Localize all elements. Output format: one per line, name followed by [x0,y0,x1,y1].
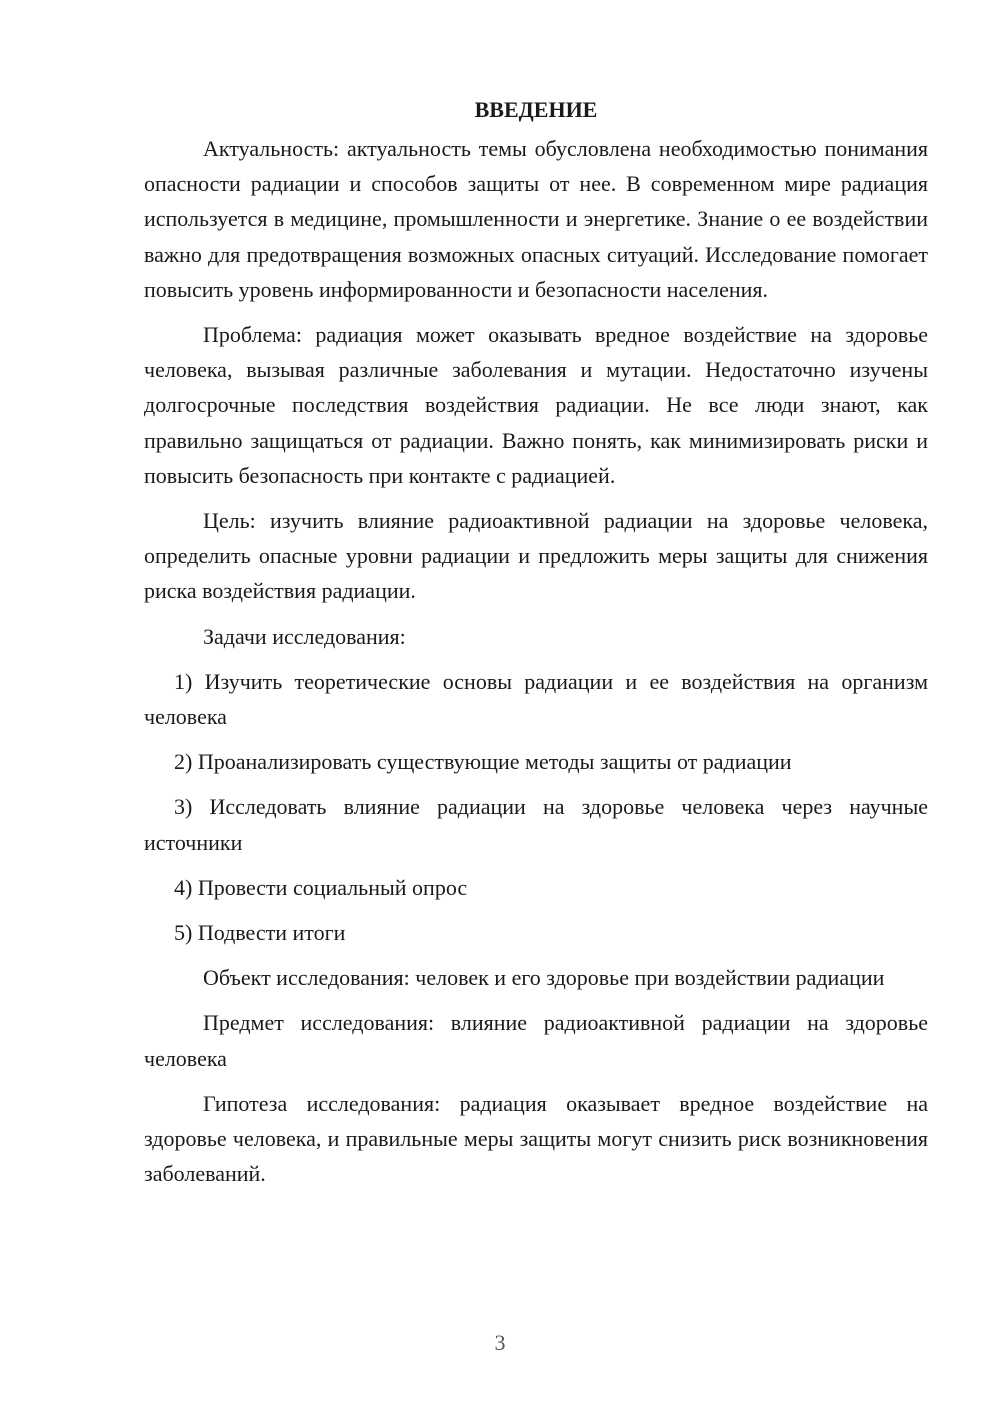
page-number: 3 [494,1330,506,1355]
task-item-1: 1) Изучить теоретические основы радиации и ее воздействия на организм человека [144,668,928,730]
section-title: ВВЕДЕНИЕ [474,97,598,122]
paragraph-problem: Проблема: радиация может оказывать вредное воздействие на здоровье человека, вызывая различные заболевания и мутации. Недостаточно изучены долгосрочные последствия воздействия радиации. Не все люди знают, как правильно защищаться от радиации. Важно понять, как минимизировать риски и повысить безопасность при контакте с радиацией. [144,322,928,488]
task-item-5: 5) Подвести итоги [174,920,346,946]
document-page [144,92,928,1201]
task-item-4: 4) Провести социальный опрос [174,874,468,900]
task-item-2: 2) Проанализировать существующие методы защиты от радиации [174,749,792,775]
task-item-3: 3) Исследовать влияние радиации на здоровье человека через научные источники [144,794,928,855]
paragraph-goal: Цель: изучить влияние радиоактивной радиации на здоровье человека, определить опасные уровни радиации и предложить меры защиты для снижения риска воздействия радиации. [144,508,928,604]
paragraph-object: Объект исследования: человек и его здоровье при воздействии радиации [203,965,885,991]
paragraph-hypothesis: Гипотеза исследования: радиация оказывает вредное воздействие на здоровье человека, и правильные меры защиты могут снизить риск возникновения заболеваний. [144,1090,928,1187]
tasks-heading: Задачи исследования: [203,623,406,649]
paragraph-subject: Предмет исследования: влияние радиоактивной радиации на здоровье человека [144,1010,928,1071]
paragraph-relevance: Актуальность: актуальность темы обусловлена необходимостью понимания опасности радиации и способов защиты от нее. В современном мире радиация используется в медицине, промышленности и энергетике. Знание о ее воздействии важно для предотвращения возможных опасных ситуаций. Исследование помогает повысить уровень информированности и безопасности населения. [144,136,928,302]
